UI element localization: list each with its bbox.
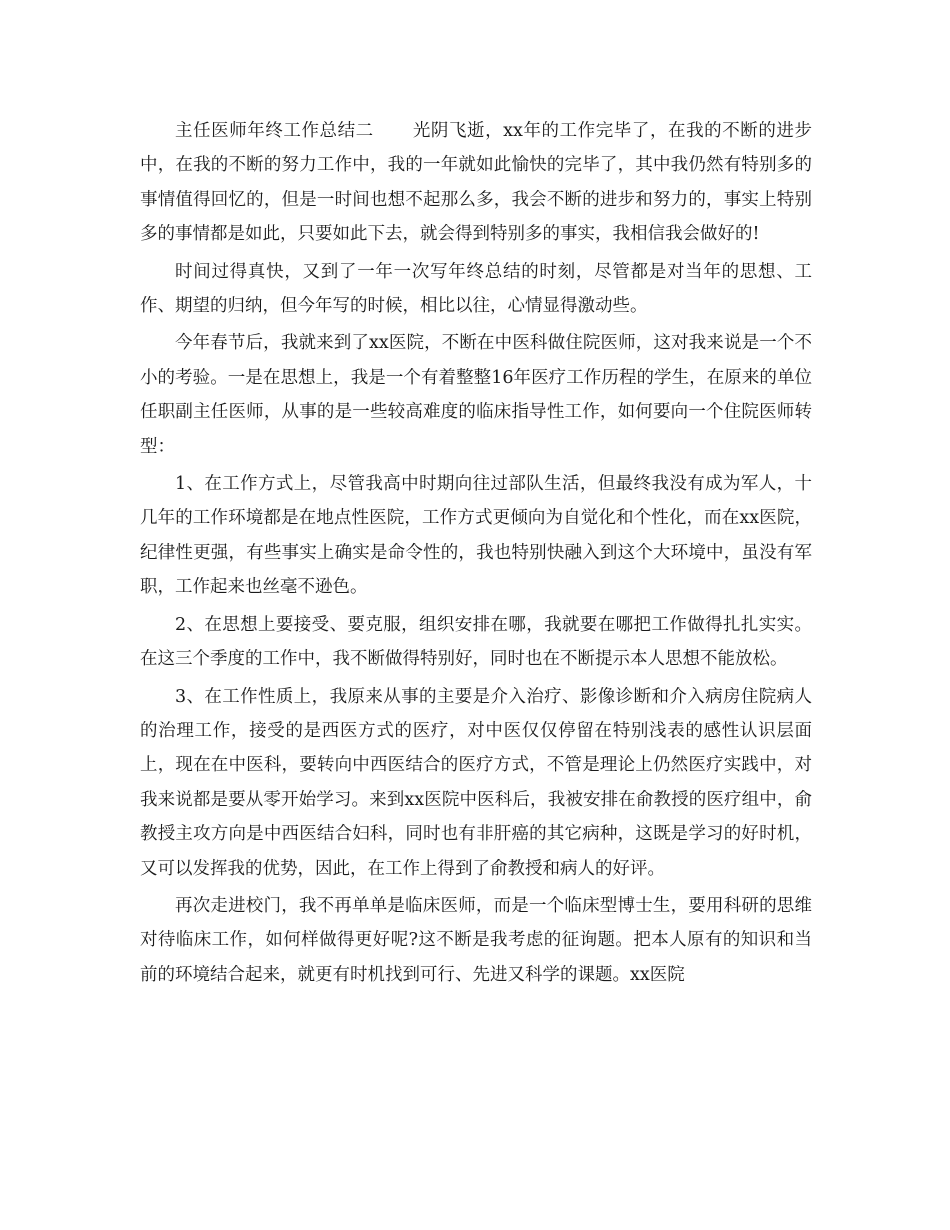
paragraph: 时间过得真快，又到了一年一次写年终总结的时刻，尽管都是对当年的思想、工作、期望的归纳，但今年写的时候，相比以往，心情显得激动些。 [140,261,812,317]
document-title: 主任医师年终工作总结二 [175,121,374,141]
document-body [140,114,812,992]
paragraph-intro [140,114,812,252]
paragraph: 今年春节后，我就来到了xx医院，不断在中医科做住院医师，这对我来说是一个不小的考验。一是在思想上，我是一个有着整整16年医疗工作历程的学生，在原来的单位任职副主任医师，从事的是一些较高难度的临床指导性工作，如何要向一个住院医师转型： [140,333,812,457]
paragraph-text: 光阴飞逝，xx年的工作完毕了，在我的不断的进步中，在我的不断的努力工作中，我的一年就如此愉快的完毕了，其中我仍然有特别多的事情值得回忆的，但是一时间也想不起那么多，我会不断的进步和努力的，事实上特别多的事情都是如此，只要如此下去，就会得到特别多的事实，我相信我会做好的! [140,121,812,245]
paragraph: 再次走进校门，我不再单单是临床医师，而是一个临床型博士生，要用科研的思维对待临床工作，如何样做得更好呢?这不断是我考虑的征询题。把本人原有的知识和当前的环境结合起来，就更有时机找到可行、先进又科学的课题。xx医院 [140,895,812,985]
paragraph-item-3: 3、在工作性质上，我原来从事的主要是介入治疗、影像诊断和介入病房住院病人的治理工作，接受的是西医方式的医疗，对中医仅仅停留在特别浅表的感性认识层面上，现在在中医科，要转向中西医结合的医疗方式，不管是理论上仍然医疗实践中，对我来说都是要从零开始学习。来到xx医院中医科后，我被安排在俞教授的医疗组中，俞教授主攻方向是中西医结合妇科，同时也有非肝癌的其它病种，这既是学习的好时机，又可以发挥我的优势，因此，在工作上得到了俞教授和病人的好评。 [140,686,812,879]
paragraph-item-2: 2、在思想上要接受、要克服，组织安排在哪，我就要在哪把工作做得扎扎实实。在这三个季度的工作中，我不断做得特别好，同时也在不断提示本人思想不能放松。 [140,614,812,670]
paragraph-item-1: 1、在工作方式上，尽管我高中时期向往过部队生活，但最终我没有成为军人，十几年的工作环境都是在地点性医院，工作方式更倾向为自觉化和个性化，而在xx医院，纪律性更强，有些事实上确实是命令性的，我也特别快融入到这个大环境中，虽没有军职，工作起来也丝毫不逊色。 [140,474,812,598]
